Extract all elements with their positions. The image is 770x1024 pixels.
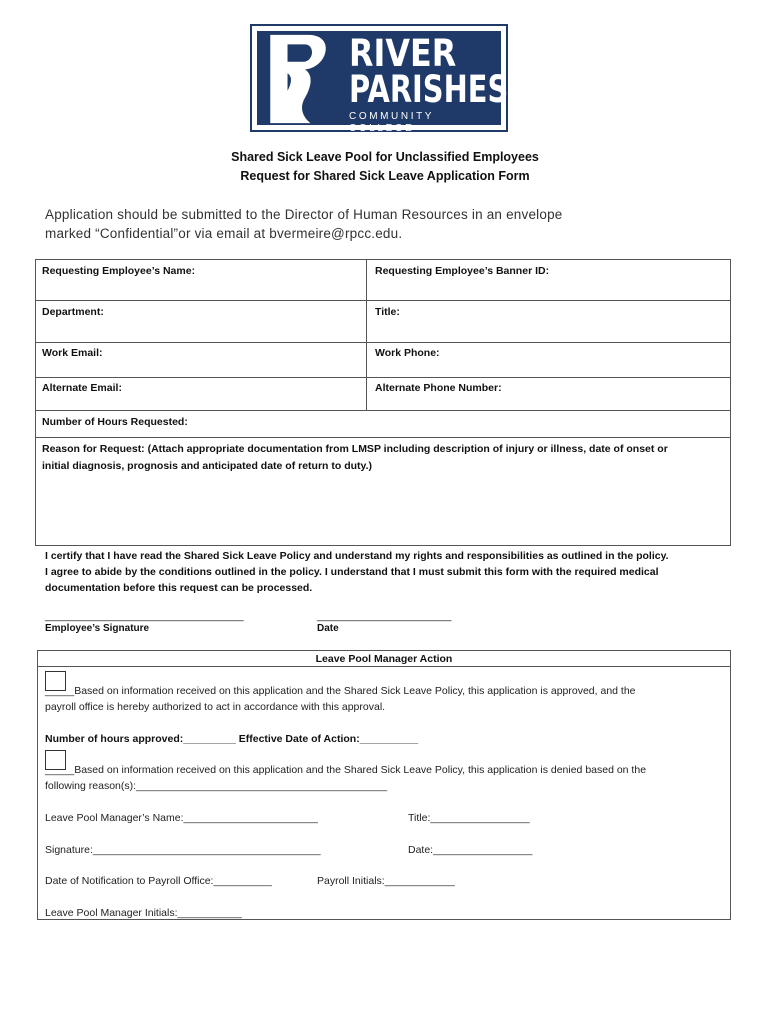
hours-approved-field[interactable]: Number of hours approved:_________ Effective Date of Action:__________ bbox=[45, 733, 419, 745]
department-field[interactable]: Department: bbox=[42, 306, 104, 318]
alternate-phone-field[interactable]: Alternate Phone Number: bbox=[375, 382, 502, 394]
row-divider bbox=[35, 377, 731, 378]
reason-for-request-label: Reason for Request: (Attach appropriate documentation from LMSP including description of injury or illness, date of onset or bbox=[42, 443, 668, 455]
row-divider bbox=[35, 437, 731, 438]
river-r-logo-icon bbox=[265, 31, 335, 125]
section-header-divider bbox=[37, 666, 731, 667]
payroll-notification-date-field[interactable]: Date of Notification to Payroll Office:__________ bbox=[45, 875, 272, 887]
title-field[interactable]: Title: bbox=[375, 306, 400, 318]
alternate-email-field[interactable]: Alternate Email: bbox=[42, 382, 122, 394]
manager-initials-field[interactable]: Leave Pool Manager Initials:___________ bbox=[45, 907, 242, 919]
row-divider bbox=[35, 410, 731, 411]
column-divider bbox=[366, 259, 367, 410]
certification-line2: I agree to abide by the conditions outlined in the policy. I understand that I must submit this form with the required medical bbox=[45, 566, 659, 578]
row-divider bbox=[35, 300, 731, 301]
row-divider bbox=[35, 342, 731, 343]
work-email-field[interactable]: Work Email: bbox=[42, 347, 103, 359]
logo-text-community-college: COMMUNITY COLLEGE bbox=[349, 111, 434, 134]
manager-action-heading: Leave Pool Manager Action bbox=[315, 653, 453, 665]
approve-text-line1: _____Based on information received on this application and the Shared Sick Leave Policy, this application is approved, and the bbox=[45, 685, 636, 697]
payroll-initials-field[interactable]: Payroll Initials:____________ bbox=[317, 875, 455, 887]
intro-line2: marked “Confidential”or via email at bvermeire@rpcc.edu. bbox=[45, 226, 403, 241]
hours-requested-field[interactable]: Number of Hours Requested: bbox=[42, 416, 188, 428]
form-title-line1: Shared Sick Leave Pool for Unclassified Employees bbox=[231, 150, 539, 164]
logo-text-parishes: PARISHES bbox=[349, 68, 509, 111]
reason-for-request-field[interactable] bbox=[36, 478, 730, 544]
employee-signature-line[interactable]: __________________________________ bbox=[45, 610, 244, 622]
manager-name-field[interactable]: Leave Pool Manager’s Name:_______________________ bbox=[45, 812, 318, 824]
form-title-line2: Request for Shared Sick Leave Application Form bbox=[240, 169, 530, 183]
signature-date-line[interactable]: _______________________ bbox=[317, 610, 452, 622]
work-phone-field[interactable]: Work Phone: bbox=[375, 347, 440, 359]
manager-signature-field[interactable]: Signature:_______________________________________ bbox=[45, 844, 321, 856]
employee-signature-label: Employee’s Signature bbox=[45, 623, 150, 634]
employee-name-field[interactable]: Requesting Employee’s Name: bbox=[42, 265, 196, 277]
manager-date-field[interactable]: Date:_________________ bbox=[408, 844, 533, 856]
banner-id-field[interactable]: Requesting Employee’s Banner ID: bbox=[375, 265, 550, 277]
college-logo bbox=[250, 24, 508, 132]
deny-reason-field[interactable]: following reason(s):___________________________________________ bbox=[45, 780, 388, 792]
certification-line3: documentation before this request can be processed. bbox=[45, 582, 313, 594]
deny-text-line1: _____Based on information received on this application and the Shared Sick Leave Policy, this application is denied based on the bbox=[45, 764, 647, 776]
date-label: Date bbox=[317, 623, 339, 634]
logo-text-river: RIVER bbox=[349, 32, 457, 75]
approve-text-line2: payroll office is hereby authorized to act in accordance with this approval. bbox=[45, 701, 386, 713]
manager-title-field[interactable]: Title:_________________ bbox=[408, 812, 530, 824]
logo-panel bbox=[257, 31, 509, 134]
certification-line1: I certify that I have read the Shared Sick Leave Policy and understand my rights and responsibilities as outlined in the policy. bbox=[45, 550, 669, 562]
reason-for-request-note: initial diagnosis, prognosis and anticipated date of return to duty.) bbox=[42, 460, 372, 472]
intro-line1: Application should be submitted to the Director of Human Resources in an envelope bbox=[45, 207, 563, 222]
